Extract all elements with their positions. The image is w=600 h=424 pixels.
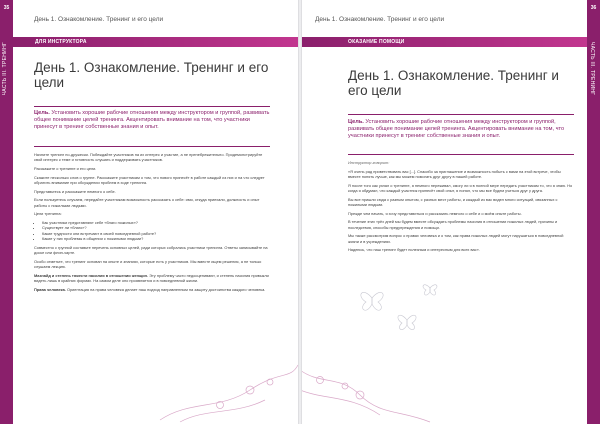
- left-sidebar: [0, 0, 13, 424]
- left-paragraph: Расскажите о тренинге и его цели.: [34, 166, 97, 171]
- right-running-head: День 1. Ознакомление. Тренинг и его цели: [315, 16, 445, 23]
- left-keyword-paragraph: [34, 273, 270, 284]
- left-keyword-paragraph: [34, 287, 270, 292]
- right-sidebar: [587, 0, 600, 424]
- book-gutter: [298, 0, 302, 424]
- right-paragraph: Прежде чем начать, я хочу представиться и рассказать немного о себе и о моём опыте работы.: [348, 210, 522, 216]
- left-keyword-1: Мазнайд и степень тяжести насилия в отношении женщин.: [34, 272, 149, 278]
- right-paragraph: Вы все пришли сюда с разным опытом, с разных мест работы, и каждый из вас видел много ситуаций, связанных с пожилыми людьми.: [348, 196, 558, 207]
- list-item: • Как участники представляют себе «благо пожилых»?: [42, 220, 270, 225]
- list-item: • Какие у них проблемы в общении с пожилыми людьми?: [42, 236, 270, 241]
- left-paragraph: Начните тренинг по-дружески. Побеждайте участников на их интерес и участие, а не пренебрежительно. Продемонстрируйте свой интерес к теме и готовность слушать и поддерживать участников.: [34, 152, 263, 163]
- right-goal: [348, 119, 574, 141]
- left-paragraph: Скажите несколько слов о группе. Расскажите участникам о том, что нового принесёт в работе каждый из них и на что следует обратить внимание при обсуждении проблем в ходе тренинга.: [34, 174, 265, 185]
- right-page-title: День 1. Ознакомление. Тренинг и его цели: [348, 68, 559, 98]
- left-keyword-2: Права человека.: [34, 286, 66, 292]
- left-section-label: ДЛЯ ИНСТРУКТОРА: [35, 38, 87, 45]
- right-goal-text: Установить хорошие рабочие отношения между инструктором и группой, развивать общее понимание целей тренинга. Акцентировать внимание на том, что участники принесут в тренинг собственные знания и опыт.: [348, 119, 565, 140]
- left-sidebar-text: ЧАСТЬ III. ТРЕНИНГ: [2, 42, 8, 96]
- left-goal: [34, 110, 270, 132]
- right-paragraph: «Я очень рад приветствовать вас [...]. Спасибо за приглашение и возможность побыть с вами на этой встрече, чтобы вместе понять лучше, как мы можем помогать друг другу в нашей работе.: [348, 168, 561, 179]
- left-running-head: День 1. Ознакомление. Тренинг и его цели: [34, 16, 164, 23]
- right-paragraph: Я после того как узнал о тренинге, я немного переживал, смогу ли я в полной мере передать участникам то, что я знаю. Но когда я обдумал, что каждый участник принесёт свой опыт, я понял, что мы все будем учиться друг у друга.: [348, 182, 573, 193]
- right-floral-decoration: [300, 360, 440, 424]
- left-floral-decoration: [150, 360, 300, 424]
- left-section-band: [13, 37, 300, 47]
- right-sidebar-text: ЧАСТЬ III. ТРЕНИНГ: [589, 42, 595, 96]
- left-keyword-2-text: Ориентация на права человека делает наш подход направленным на защиту достоинства каждого человека.: [66, 286, 266, 292]
- left-page-number: 35: [3, 5, 10, 11]
- right-paragraph: Надеюсь, что наш тренинг будет полезным и интересным для всех вас».: [348, 247, 480, 253]
- left-paragraph: Цели тренинга:: [34, 211, 62, 217]
- right-paragraph: Мы также рассмотрим вопрос о правах человека и о том, как права пожилых людей могут нарушаться в повседневной жизни и в учреждениях.: [348, 233, 564, 244]
- left-paragraph: Если пользуетесь случаем, передайте участникам возможность рассказать о себе: имя, откуда приехали, должность и опыт работы с пожилыми людьми.: [34, 197, 260, 208]
- list-item: • Какие трудности они встречают в своей повседневной работе?: [42, 231, 270, 236]
- right-section-label: ОКАЗАНИЕ ПОМОЩИ: [348, 38, 405, 45]
- list-item: • Существует ли «благо»?: [42, 225, 270, 230]
- right-goal-rule: [348, 154, 574, 155]
- left-body: [34, 152, 270, 295]
- left-goal-label: Цель.: [34, 110, 50, 116]
- left-goal-text: Установить хорошие рабочие отношения между инструктором и группой, развивать общее понимание целей тренинга. Акцентировать внимание на том, что участники принесут в тренинг собственные знания и опыт.: [34, 110, 270, 131]
- left-paragraph: Представьтесь и расскажите немного о себе.: [34, 188, 116, 194]
- right-subhead: Инструктор говорит:: [348, 160, 390, 165]
- butterfly-illustration: [352, 268, 452, 348]
- right-page-number: 36: [590, 5, 597, 11]
- left-paragraph: Совместно с группой составьте перечень основных целей, ради которых собрались участники тренинга. Ответы записывайте на доске или флип-чарте.: [34, 244, 268, 255]
- right-section-band: [300, 37, 587, 47]
- left-page-title: День 1. Ознакомление. Тренинг и его цели: [34, 60, 269, 90]
- right-paragraph: В течение этих трёх дней мы будем вместе обсуждать проблемы насилия в отношении пожилых людей, причины и последствия, способы предупреждения и помощи.: [348, 219, 558, 230]
- left-paragraph: Особо отметьте, что тренинг основан на опыте и знаниях, которые есть у участников. Мы вместе ищем решения, а не только слушаем лекцию.: [34, 258, 262, 269]
- right-page: [300, 0, 600, 424]
- right-body: [348, 160, 574, 256]
- right-goal-label: Цель.: [348, 119, 364, 125]
- right-title-rule: [348, 114, 574, 115]
- left-keyword-1-text: Эту проблему часто недооценивают, и степень насилия привыкли видеть лишь в крайних формах. На самом деле оно проявляется и в повседневной жизни.: [34, 272, 269, 283]
- left-goal-rule: [34, 146, 270, 147]
- left-bullet-list: [34, 220, 270, 242]
- left-title-rule: [34, 106, 270, 107]
